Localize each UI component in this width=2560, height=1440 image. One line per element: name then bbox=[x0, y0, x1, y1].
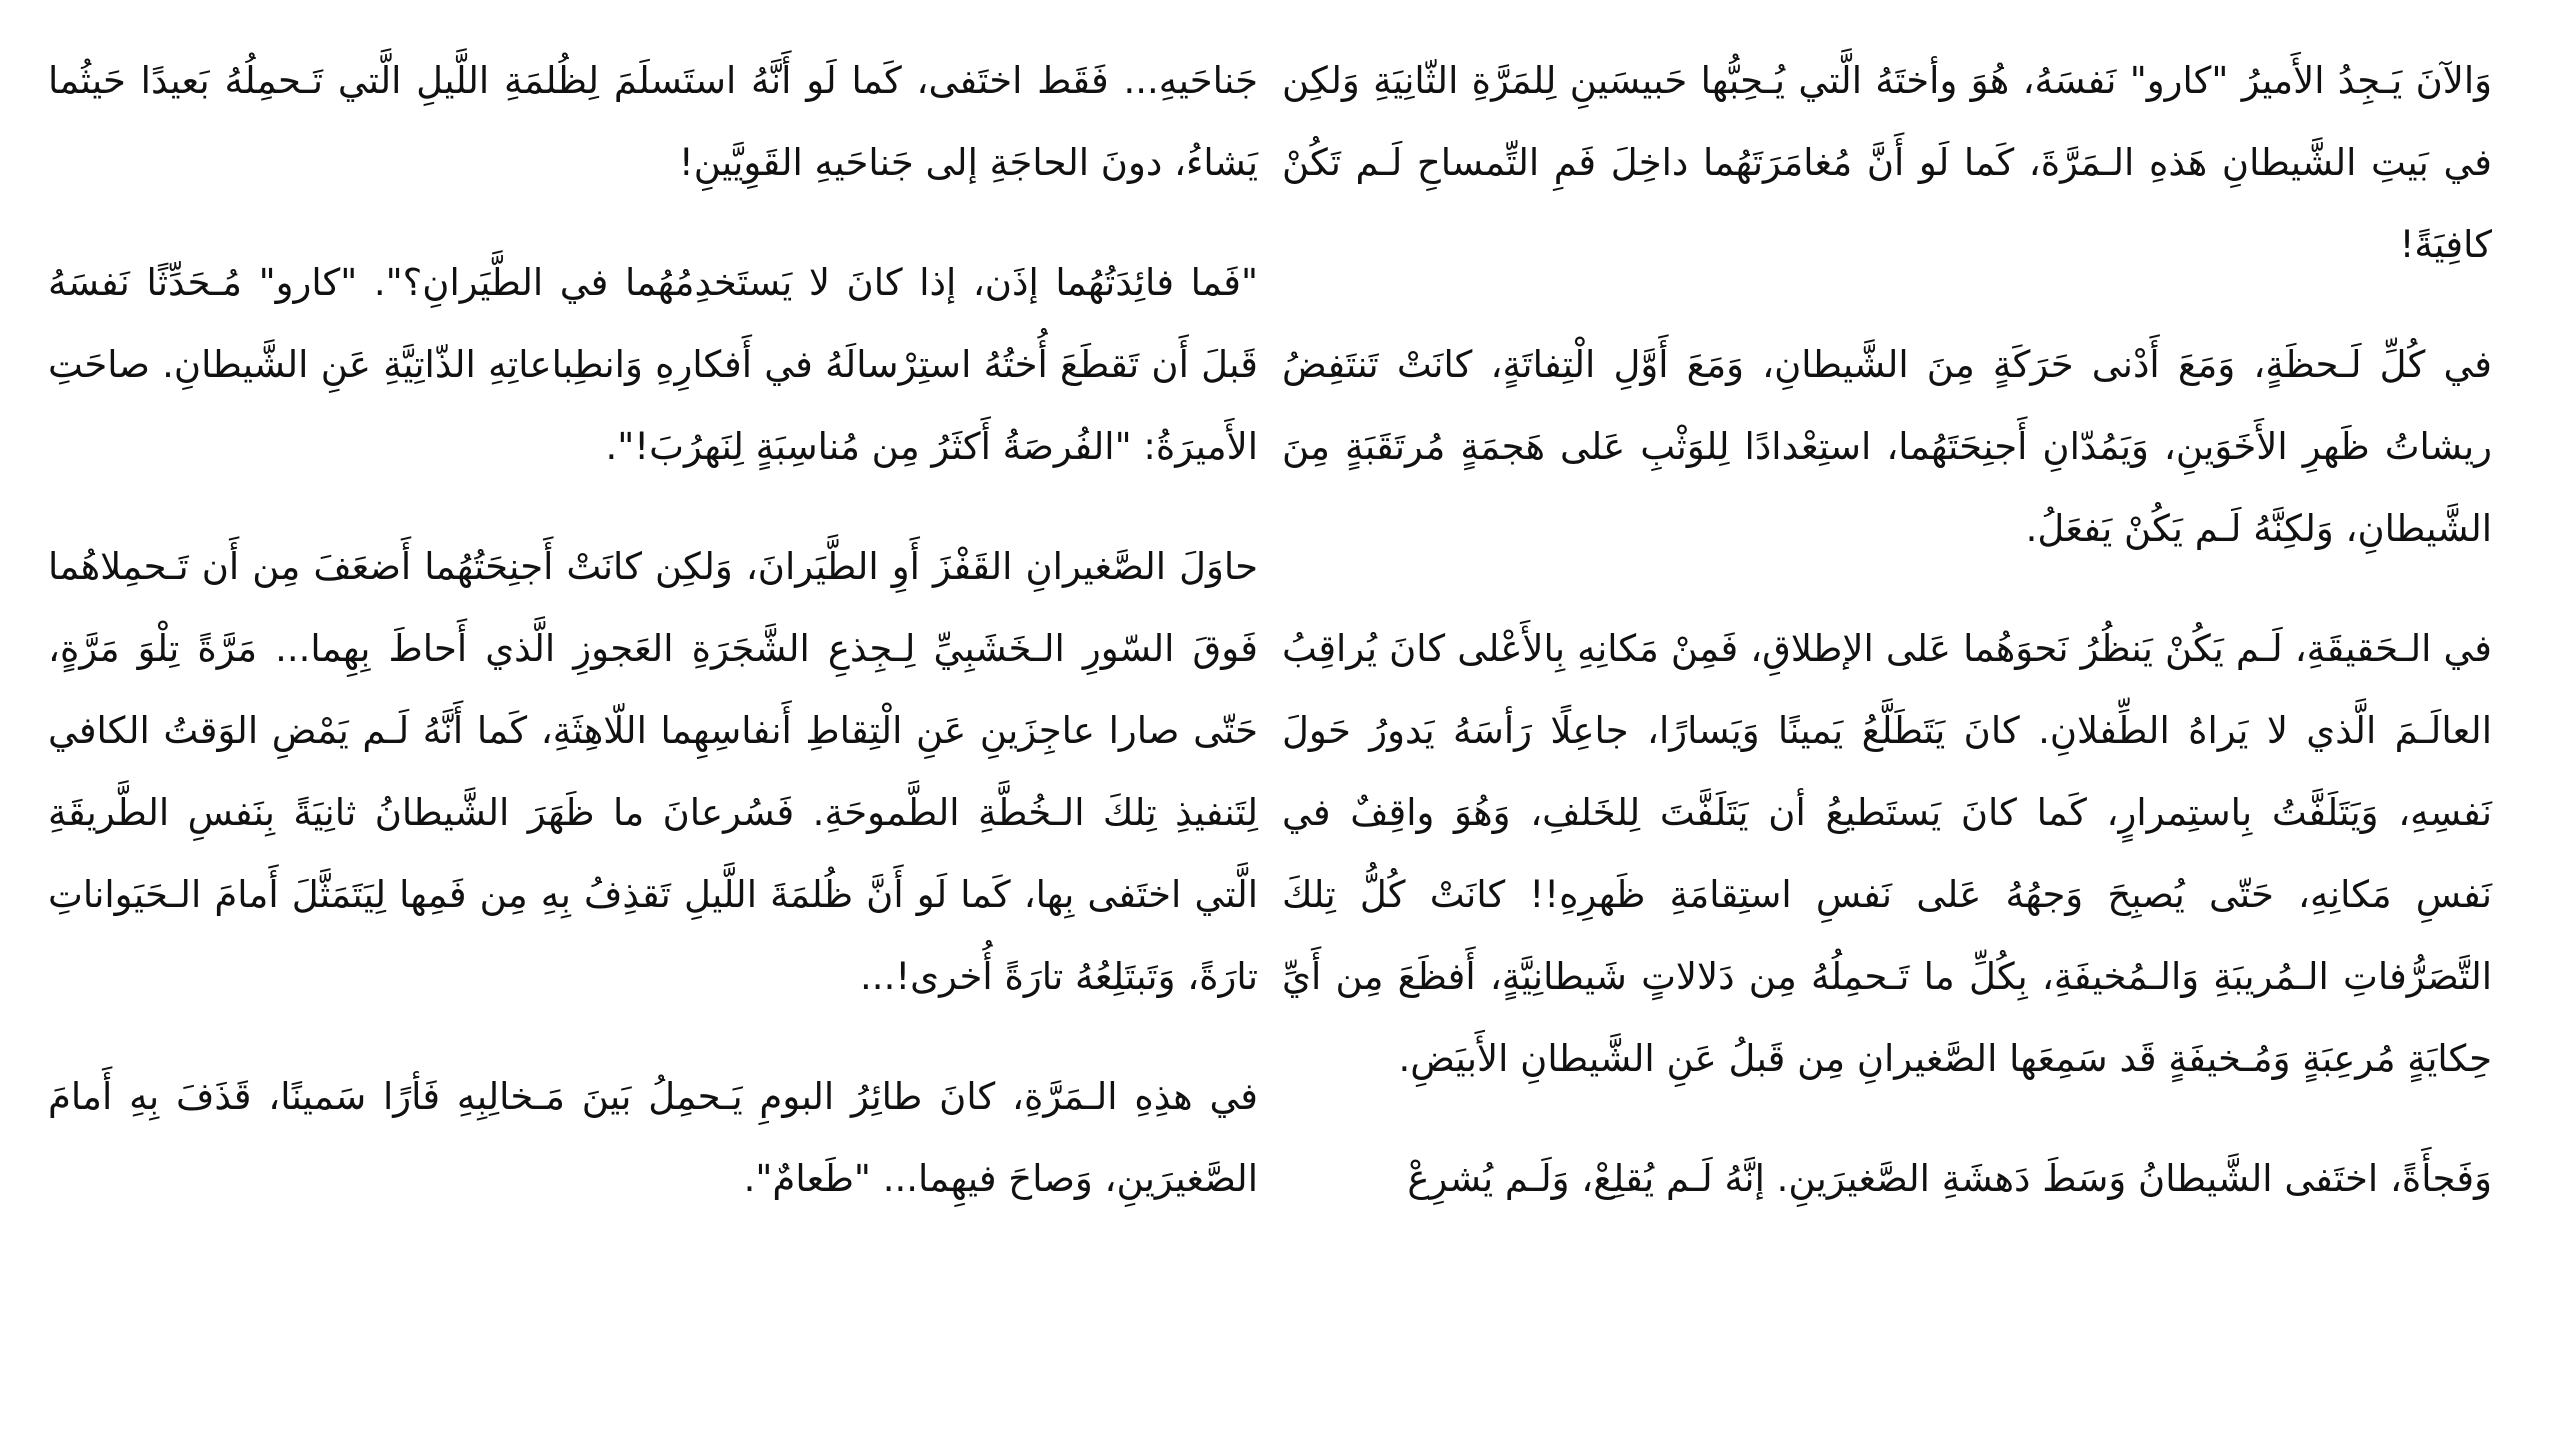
paragraph: في كُلِّ لَـحظَةٍ، وَمَعَ أَدْنى حَرَكَةٍ مِنَ الشَّيطانِ، وَمَعَ أَوَّلِ الْتِفاتَةٍ، كانَتْ تَنتَفِضُ ريشاتُ ظَهرِ الأَخَوَينِ، وَيَمُدّانِ أَجنِحَتَهُما، استِعْدادًا لِلوَثْبِ عَلى هَجمَةٍ مُرتَقَبَةٍ مِنَ الشَّيطانِ، وَلكِنَّهُ لَـم يَكُنْ يَفعَلُ. bbox=[1282, 343, 2492, 550]
right-page-text bbox=[1282, 40, 2492, 1258]
paragraph: في الـحَقيقَةِ، لَـم يَكُنْ يَنظُرُ نَحوَهُما عَلى الإطلاقِ، فَمِنْ مَكانِهِ بِالأَعْلى كانَ يُراقِبُ العالَـمَ الَّذي لا يَراهُ الطِّفلانِ. كانَ يَتَطَلَّعُ يَمينًا وَيَسارًا، جاعِلًا رَأسَهُ يَدورُ حَولَ نَفسِهِ، وَيَتَلَفَّتُ بِاستِمرارٍ، كَما كانَ يَستَطيعُ أن يَتَلَفَّتَ لِلخَلفِ، وَهُوَ واقِفٌ في نَفسِ مَكانِهِ، حَتّى يُصبِحَ وَجهُهُ عَلى نَفسِ استِقامَةِ ظَهرِهِ!! كانَتْ كُلُّ تِلكَ التَّصَرُّفاتِ الـمُريبَةِ وَالـمُخيفَةِ، بِكُلِّ ما تَـحمِلُهُ مِن دَلالاتٍ شَيطانِيَّةٍ، أَفظَعَ مِن أَيِّ حِكايَةٍ مُرعِبَةٍ وَمُـخيفَةٍ قَد سَمِعَها الصَّغيرانِ مِن قَبلُ عَنِ الشَّيطانِ الأَبيَضِ. bbox=[1282, 627, 2492, 1080]
paragraph: حاوَلَ الصَّغيرانِ القَفْزَ أَوِ الطَّيَرانَ، وَلكِن كانَتْ أَجنِحَتُهُما أَضعَفَ مِن أَن تَـحمِلاهُما فَوقَ السّورِ الـخَشَبِيِّ لِـجِذعِ الشَّجَرَةِ العَجوزِ الَّذي أَحاطَ بِهِما... مَرَّةً تِلْوَ مَرَّةٍ، حَتّى صارا عاجِزَينِ عَنِ الْتِقاطِ أَنفاسِهِما اللّاهِثَةِ، كَما أَنَّهُ لَـم يَمْضِ الوَقتُ الكافي لِتَنفيذِ تِلكَ الـخُطَّةِ الطَّموحَةِ. فَسُرعانَ ما ظَهَرَ الشَّيطانُ ثانِيَةً بِنَفسِ الطَّريقَةِ الَّتي اختَفى بِها، كَما لَو أَنَّ ظُلمَةَ اللَّيلِ تَقذِفُ بِهِ مِن فَمِها لِيَتَمَثَّلَ أَمامَ الـحَيَواناتِ تارَةً، وَتَبتَلِعُهُ تارَةً أُخرى!... bbox=[48, 545, 1258, 998]
left-page-text bbox=[48, 40, 1258, 1258]
paragraph: في هذِهِ الـمَرَّةِ، كانَ طائِرُ البومِ يَـحمِلُ بَينَ مَـخالِبِهِ فَأرًا سَمينًا، قَذَفَ بِهِ أَمامَ الصَّغيرَينِ، وَصاحَ فيهِما... "طَعامٌ". bbox=[48, 1075, 1258, 1200]
paragraph: وَالآنَ يَـجِدُ الأَميرُ "كارو" نَفسَهُ، هُوَ وأختَهُ الَّتي يُـحِبُّها حَبيسَينِ لِلمَرَّةِ الثّانِيَةِ وَلكِن في بَيتِ الشَّيطانِ هَذهِ الـمَرَّةَ، كَما لَو أَنَّ مُغامَرَتَهُما داخِلَ فَمِ التِّمساحِ لَـم تَكُنْ كافِيَةً! bbox=[1282, 59, 2492, 266]
paragraph: جَناحَيهِ... فَقَط اختَفى، كَما لَو أَنَّهُ استَسلَمَ لِظُلمَةِ اللَّيلِ الَّتي تَـحمِلُهُ بَعيدًا حَيثُما يَشاءُ، دونَ الحاجَةِ إلى جَناحَيهِ القَوِيَّينِ! bbox=[48, 59, 1258, 184]
paragraph: "فَما فائِدَتُهُما إذَن، إذا كانَ لا يَستَخدِمُهُما في الطَّيَرانِ؟". "كارو" مُـحَدِّثًا نَفسَهُ قَبلَ أَن تَقطَعَ أُختُهُ استِرْسالَهُ في أَفكارِهِ وَانطِباعاتِهِ الذّاتِيَّةِ عَنِ الشَّيطانِ. صاحَتِ الأَميرَةُ: "الفُرصَةُ أَكثَرُ مِن مُناسِبَةٍ لِنَهرُبَ!". bbox=[48, 261, 1258, 468]
paragraph: وَفَجأَةً، اختَفى الشَّيطانُ وَسَطَ دَهشَةِ الصَّغيرَينِ. إنَّهُ لَـم يُقلِعْ، وَلَـم يُشرِعْ bbox=[1407, 1157, 2492, 1200]
